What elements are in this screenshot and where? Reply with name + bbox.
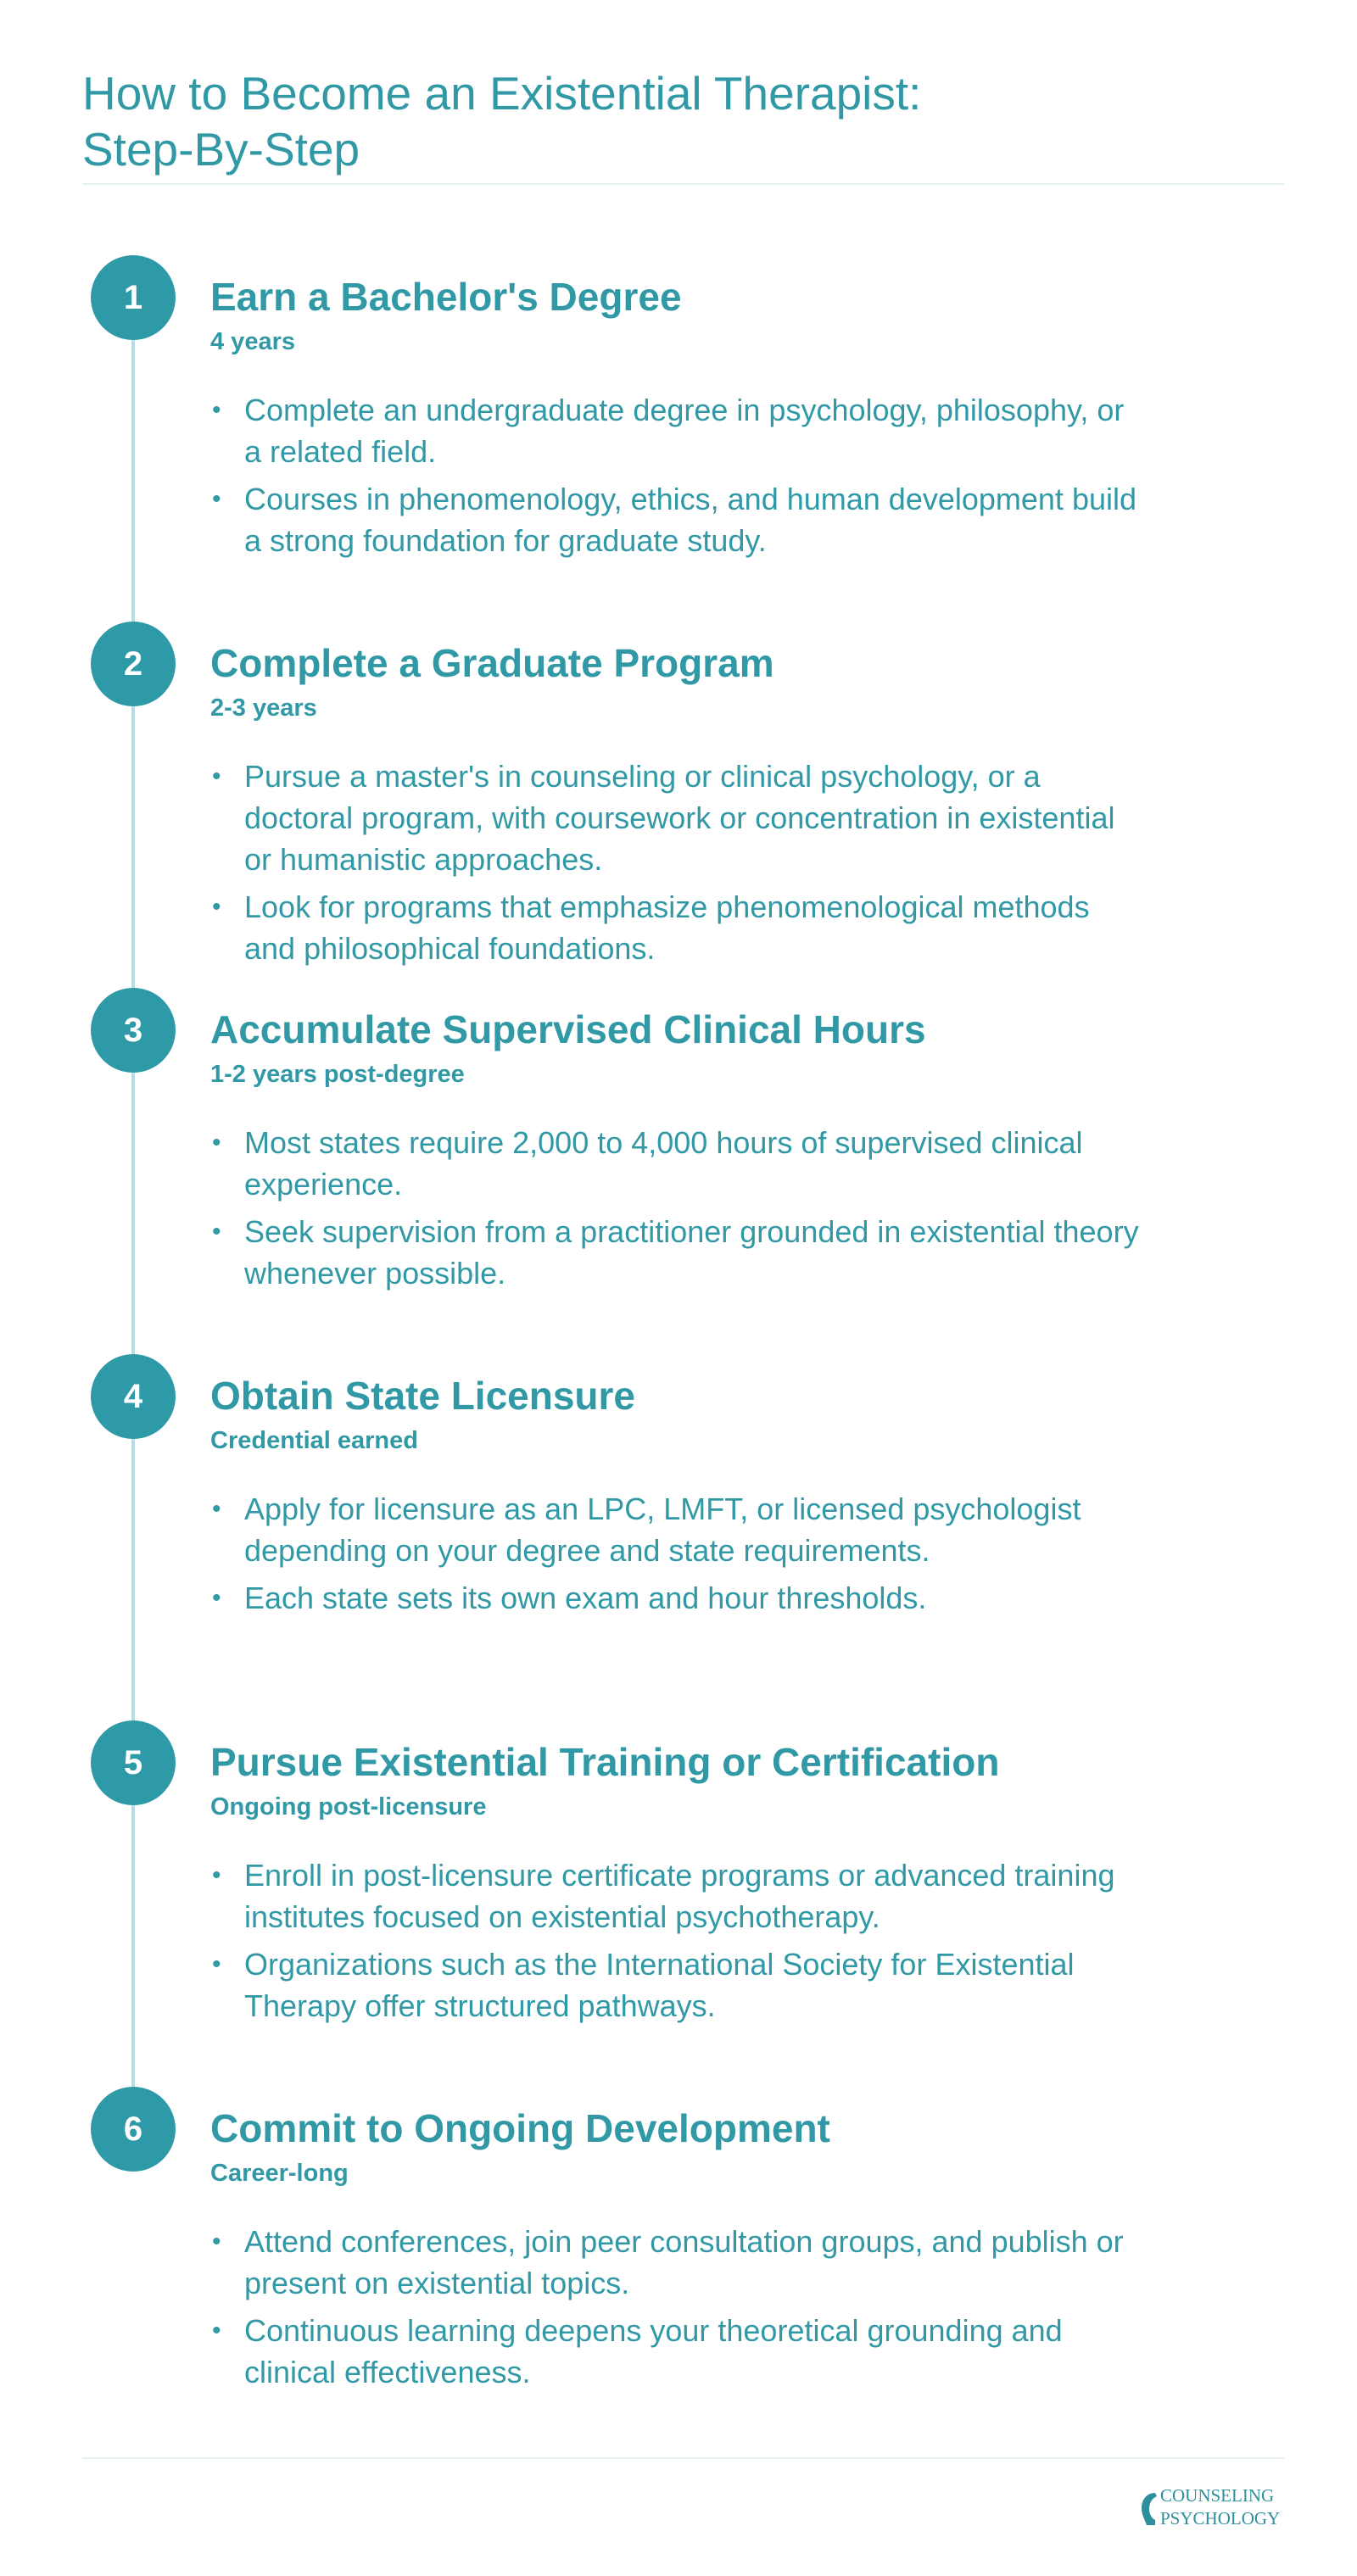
bullet-dot-icon: • [212,1950,221,1978]
step-duration: Career-long [210,2160,349,2187]
bullet-dot-icon: • [212,2317,221,2345]
bullet-text: Complete an undergraduate degree in psychology, philosophy, or a related field. [244,393,1125,469]
bullet-text: Seek supervision from a practitioner grounded in existential theory whenever possible. [244,1214,1139,1291]
bullet-item [210,389,1143,472]
bullet-text: Attend conferences, join peer consultation groups, and publish or present on existential topics. [244,2224,1124,2300]
step-content [210,2104,1143,2399]
bullet-dot-icon: • [212,1584,221,1612]
bullet-dot-icon: • [212,893,221,921]
step-bullet-list [210,1854,1143,2027]
bullet-item [210,886,1143,969]
step-title: Earn a Bachelor's Degree [210,275,682,319]
footer-divider [82,2457,1284,2459]
bullet-text: Enroll in post-licensure certificate programs or advanced training institutes focused on existential psychotherapy. [244,1858,1115,1934]
step-title: Pursue Existential Training or Certification [210,1740,1000,1784]
bullet-item [210,1488,1143,1571]
step-number-badge: 2 [91,622,176,706]
bullet-dot-icon: • [212,762,221,790]
bullet-text: Apply for licensure as an LPC, LMFT, or licensed psychologist depending on your degree and state requirements. [244,1492,1081,1568]
step-bullet-list [210,1122,1143,1294]
bullet-text: Each state sets its own exam and hour thresholds. [244,1581,927,1615]
bullet-item [210,1943,1143,2027]
page-title [82,65,1100,177]
step-bullet-list [210,389,1143,561]
bullet-text: Look for programs that emphasize phenomenological methods and philosophical foundations. [244,889,1090,966]
bullet-dot-icon: • [212,1495,221,1523]
step-number-badge: 5 [91,1720,176,1805]
bullet-item [210,2310,1143,2393]
step-duration: 2-3 years [210,694,317,722]
bullet-item [210,1577,1143,1619]
page-title-line-1: How to Become an Existential Therapist: [82,66,922,120]
bullet-dot-icon: • [212,485,221,513]
bullet-item [210,2221,1143,2304]
step-content [210,1005,1143,1300]
step-bullet-list [210,1488,1143,1619]
step-title: Complete a Graduate Program [210,641,774,685]
step-duration: Ongoing post-licensure [210,1793,487,1820]
bullet-item [210,1211,1143,1294]
counseling-psychology-logo [1136,2484,1289,2535]
bullet-text: Pursue a master's in counseling or clinical psychology, or a doctoral program, with coursework or concentration in existential or humanistic approaches. [244,759,1115,877]
step-number-badge: 6 [91,2087,176,2172]
step-bullet-list [210,756,1143,969]
step-content [210,1371,1143,1625]
logo-wordmark [1160,2484,1280,2530]
step-duration: 1-2 years post-degree [210,1061,465,1088]
bullet-dot-icon: • [212,2228,221,2255]
step-content [210,1737,1143,2032]
step-title: Obtain State Licensure [210,1374,636,1418]
bullet-item [210,1122,1143,1205]
bullet-item [210,478,1143,561]
logo-line-1: COUNSELING [1160,2485,1275,2506]
bullet-item [210,756,1143,880]
step-bullet-list [210,2221,1143,2393]
bullet-item [210,1854,1143,1938]
bullet-dot-icon: • [212,1129,221,1157]
timeline-connector [131,298,135,2133]
bullet-text: Courses in phenomenology, ethics, and human development build a strong foundation for graduate study. [244,482,1136,558]
step-content [210,272,1143,567]
bullet-text: Continuous learning deepens your theoretical grounding and clinical effectiveness. [244,2313,1063,2389]
step-duration: 4 years [210,328,295,355]
bullet-text: Most states require 2,000 to 4,000 hours of supervised clinical experience. [244,1125,1083,1202]
header-divider [82,183,1284,185]
step-content [210,638,1143,975]
step-duration: Credential earned [210,1427,418,1454]
page-title-line-2: Step-By-Step [82,122,360,176]
step-title: Commit to Ongoing Development [210,2106,830,2150]
bullet-text: Organizations such as the International Society for Existential Therapy offer structured pathways. [244,1947,1075,2023]
step-number-badge: 1 [91,255,176,340]
step-number-badge: 4 [91,1354,176,1439]
bullet-dot-icon: • [212,1218,221,1246]
bullet-dot-icon: • [212,396,221,424]
step-title: Accumulate Supervised Clinical Hours [210,1007,926,1051]
step-number-badge: 3 [91,988,176,1073]
bullet-dot-icon: • [212,1861,221,1889]
logo-line-2: PSYCHOLOGY [1160,2508,1281,2529]
